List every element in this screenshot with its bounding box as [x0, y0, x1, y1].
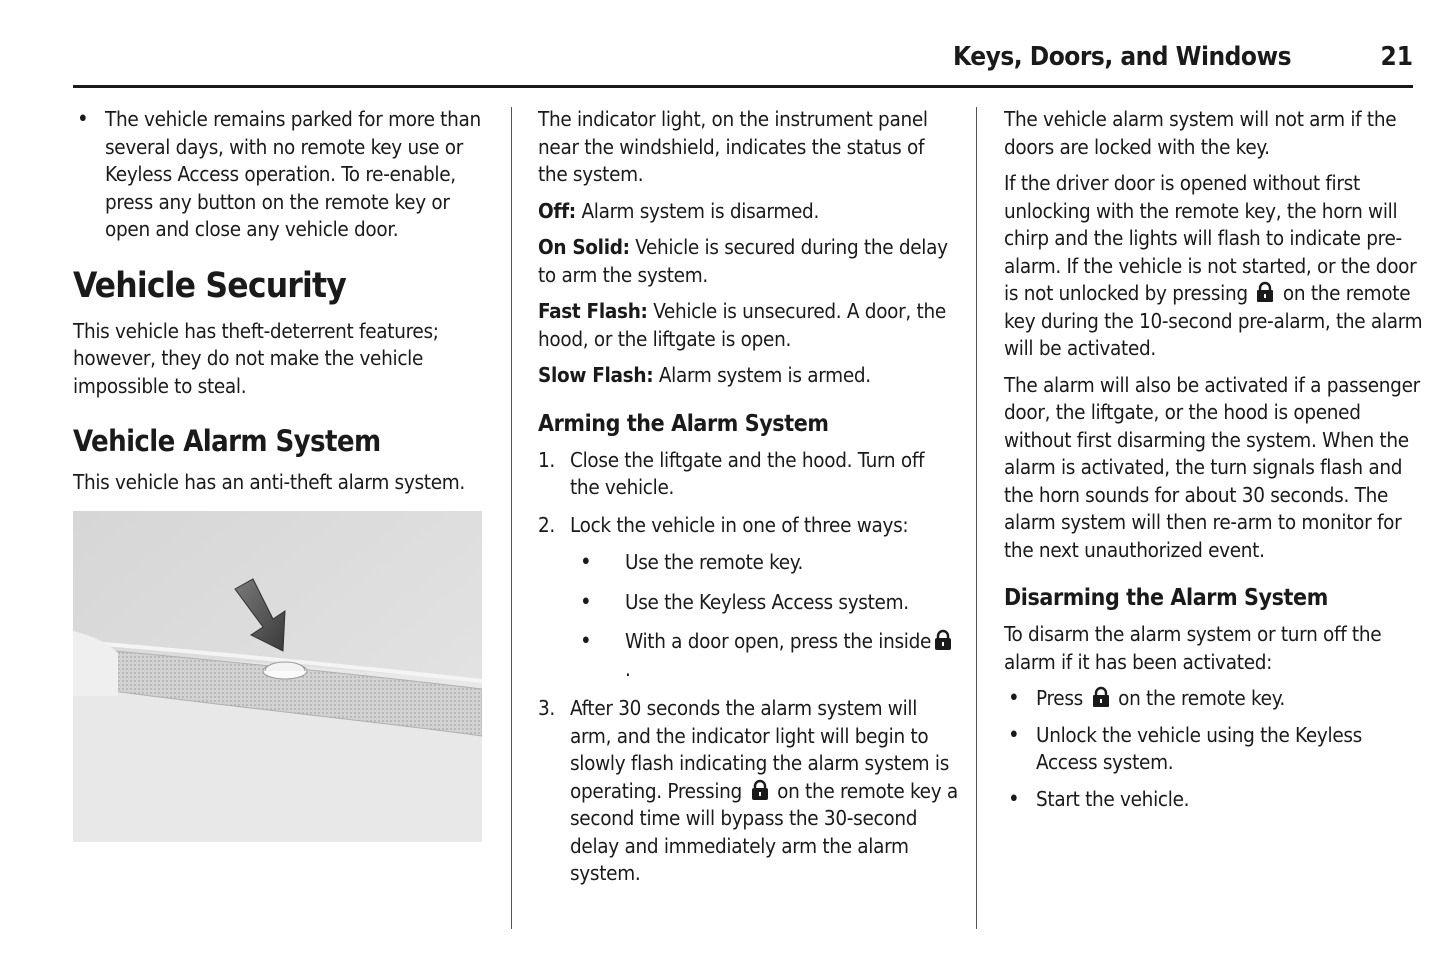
state-slow-flash [538, 362, 958, 390]
unlock-icon [1255, 281, 1275, 303]
unlock-icon [1091, 686, 1111, 708]
paragraph-disarm-intro: To disarm the alarm system or turn off the alarm if it has been activated: [1004, 622, 1382, 674]
state-desc: Alarm system is disarmed. [581, 198, 820, 223]
state-term: On Solid: [538, 235, 630, 259]
paragraph-pre-alarm [1004, 170, 1424, 363]
paragraph-alarm-intro: This vehicle has an anti-theft alarm system. [73, 470, 465, 494]
step-text: Lock the vehicle in one of three ways: [570, 512, 909, 537]
step-1 [538, 447, 958, 502]
step-number: 2. [538, 512, 555, 537]
paragraph-text-b: on the remote key during the 10-second pre-alarm, the alarm will be activated. [1004, 281, 1423, 360]
state-fast-flash [538, 298, 958, 353]
heading-arming-alarm: Arming the Alarm System [538, 410, 829, 437]
lock-icon [750, 779, 770, 801]
heading-disarming-alarm: Disarming the Alarm System [1004, 585, 1328, 611]
step-number: 1. [538, 447, 555, 472]
sub-item: • Use the Keyless Access system. [538, 589, 958, 617]
page-header [73, 38, 1413, 84]
step-text-b: on the remote key a second time will bypass the 30-second delay and immediately arm the alarm system. [570, 778, 958, 885]
section-title: Keys, Doors, and Windows [953, 42, 1291, 72]
bullet-item: • Start the vehicle. [1004, 786, 1424, 814]
state-off [538, 198, 958, 226]
alarm-indicator-figure [73, 511, 482, 842]
bullet-item: • Unlock the vehicle using the Keyless Access system. [1004, 722, 1424, 777]
state-desc: Vehicle is secured during the delay to arm the system. [538, 235, 948, 287]
paragraph-activation: The alarm will also be activated if a passenger door, the liftgate, or the hood is opened without first disarming the system. When the alarm is activated, the turn signals flash and the horn sounds for about 30 seconds. The alarm system will then re-arm to monitor for the next unauthorized event. [1004, 372, 1420, 562]
state-desc: Alarm system is armed. [658, 363, 871, 387]
bullet-text-a: Press [1036, 686, 1083, 710]
lock-icon [933, 629, 953, 651]
bullet-item [1004, 685, 1424, 713]
column-3 [1004, 106, 1424, 822]
state-term: Fast Flash: [538, 299, 648, 323]
paragraph-no-arm: The vehicle alarm system will not arm if the doors are locked with the key. [1004, 107, 1397, 159]
heading-vehicle-security: Vehicle Security [73, 265, 347, 306]
paragraph-text-a: If the driver door is opened without first unlocking with the remote key, the horn will chirp and the lights will flash to indicate pre-alarm. If the vehicle is not started, or the door is not unlocked by pressing [1004, 171, 1417, 305]
step-2 [538, 512, 958, 540]
step-text: Close the liftgate and the hood. Turn off the vehicle. [570, 447, 925, 499]
column-2 [538, 106, 958, 898]
header-rule [73, 85, 1413, 88]
page-number: 21 [1380, 42, 1413, 72]
sub-item [538, 628, 958, 683]
heading-vehicle-alarm-system: Vehicle Alarm System [73, 424, 381, 458]
paragraph-indicator-intro: The indicator light, on the instrument panel near the windshield, indicates the status of the system. [538, 107, 928, 186]
step-text-a: After 30 seconds the alarm system will arm, and the indicator light will begin to slowly flash indicating the alarm system is operating. Pressing [570, 696, 950, 803]
bullet-item: • The vehicle remains parked for more than several days, with no remote key use or Keyless Access operation. To re-enable, press any button on the remote key or open and close any vehicle door. [73, 106, 493, 244]
step-3 [538, 695, 958, 888]
column-divider-2 [976, 107, 977, 929]
state-desc: Vehicle is unsecured. A door, the hood, or the liftgate is open. [538, 299, 946, 351]
column-1 [73, 106, 493, 842]
bullet-text-b: on the remote key. [1118, 686, 1285, 710]
state-on-solid [538, 234, 958, 289]
sub-item-text: With a door open, press the inside [625, 629, 932, 653]
sub-item: • Use the remote key. [538, 549, 958, 577]
state-term: Off: [538, 198, 576, 223]
state-term: Slow Flash: [538, 363, 654, 387]
column-divider-1 [511, 107, 512, 929]
paragraph-security-intro: This vehicle has theft-deterrent features; however, they do not make the vehicle impossible to steal. [73, 318, 439, 398]
sub-item-end: . [625, 656, 631, 681]
step-number: 3. [538, 696, 555, 720]
